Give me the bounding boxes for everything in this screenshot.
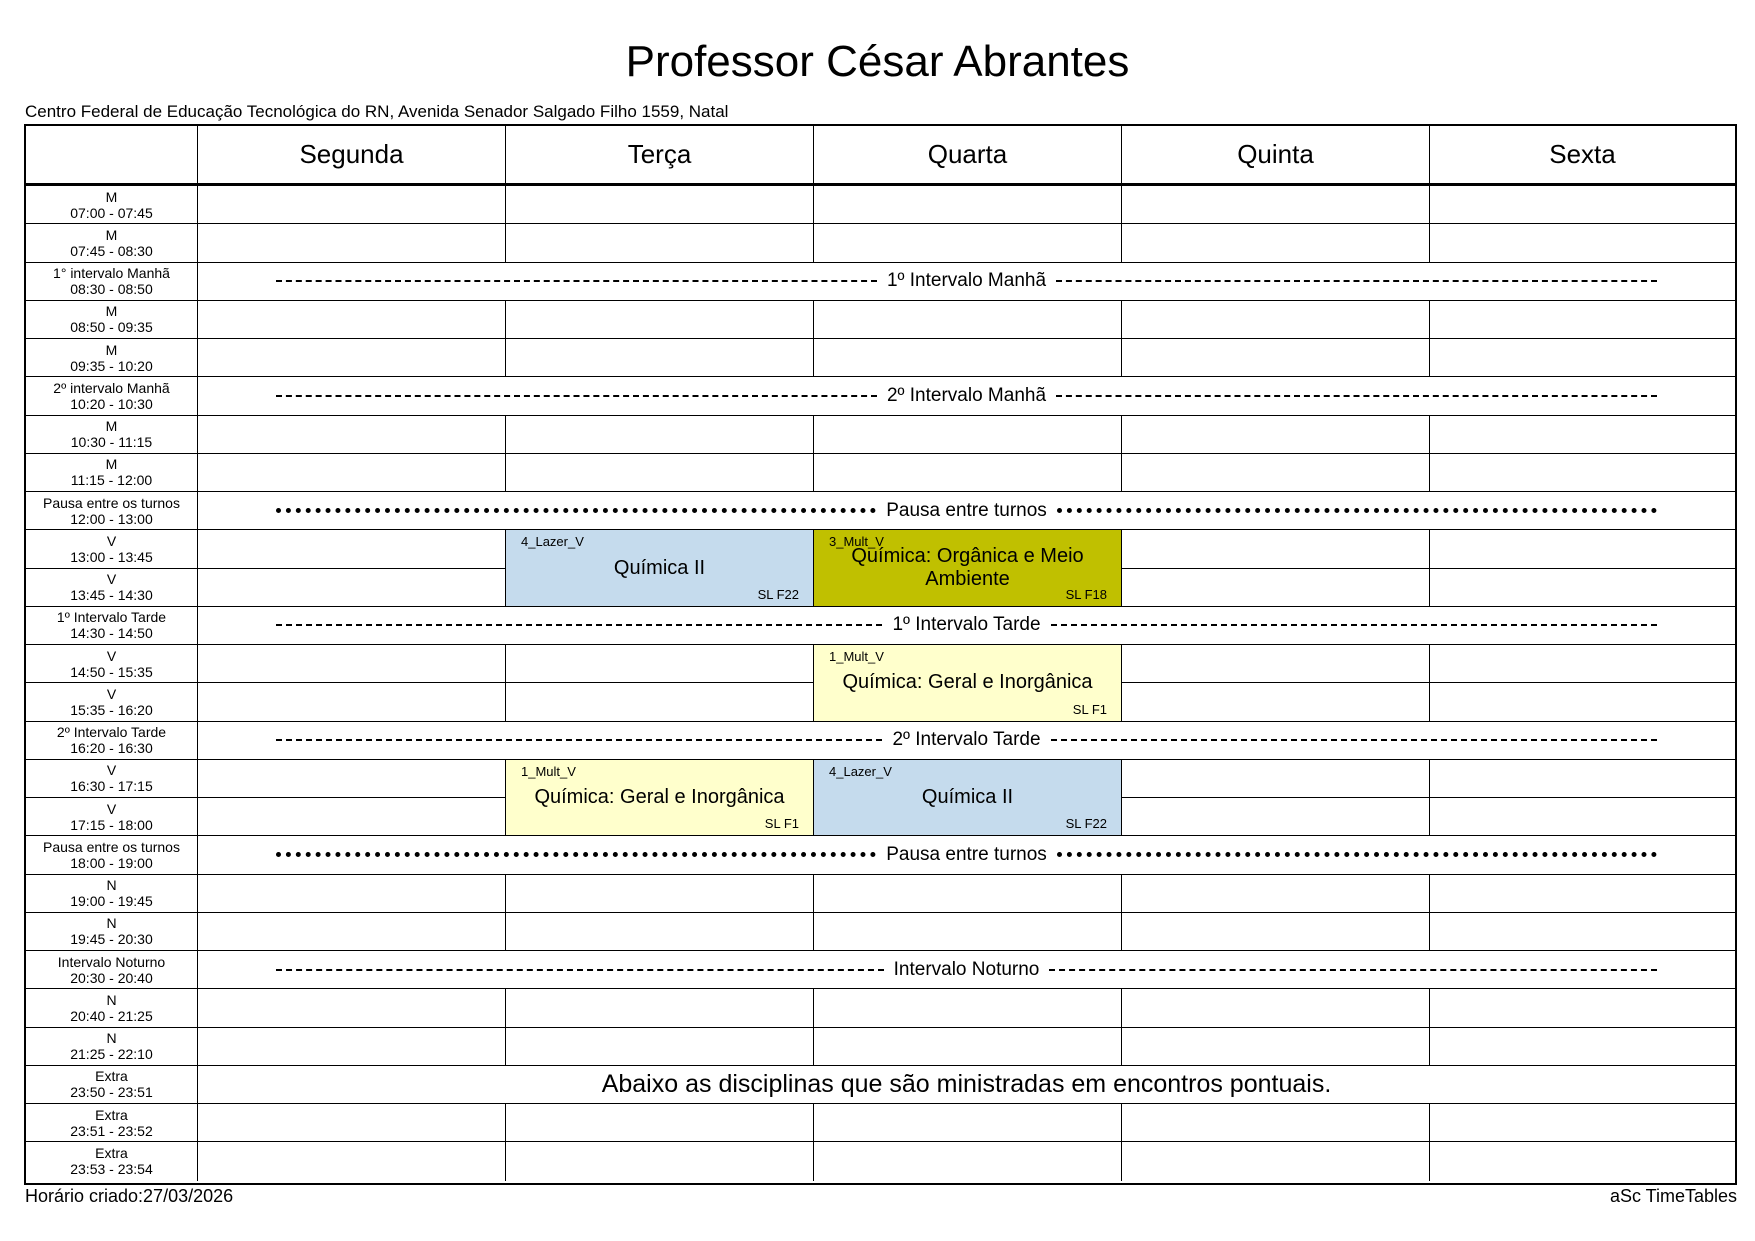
lesson-card[interactable] <box>506 760 814 837</box>
slot-cell[interactable] <box>1122 1142 1430 1180</box>
band-line <box>276 395 877 397</box>
slot-cell[interactable] <box>506 989 814 1027</box>
slot-cell[interactable] <box>1430 569 1735 607</box>
slot-cell[interactable] <box>814 224 1122 262</box>
slot-cell[interactable] <box>1430 1028 1735 1066</box>
slot-cell[interactable] <box>1122 1104 1430 1142</box>
band-line <box>276 969 884 971</box>
slot-cell[interactable] <box>814 1142 1122 1180</box>
period-time: 11:15 - 12:00 <box>70 472 153 489</box>
slot-cell[interactable] <box>506 875 814 913</box>
period-label <box>26 416 198 454</box>
period-label <box>26 760 198 798</box>
slot-cell[interactable] <box>1430 645 1735 683</box>
band-label: 2º Intervalo Manhã <box>886 384 1047 406</box>
slot-cell[interactable] <box>1122 186 1430 224</box>
band-label: 1º Intervalo Manhã <box>886 270 1047 292</box>
lesson-subject: Química: Orgânica e Meio Ambiente <box>851 545 1084 590</box>
band-line <box>276 624 882 626</box>
period-name: V <box>106 762 117 779</box>
lesson-class: 3_Mult_V <box>829 534 884 550</box>
period-time: 15:35 - 16:20 <box>70 701 153 718</box>
period-name: 2º intervalo Manhã <box>53 379 170 396</box>
band-line <box>1051 624 1657 626</box>
slot-cell[interactable] <box>1122 416 1430 454</box>
break-band <box>198 377 1735 415</box>
lesson-class: 4_Lazer_V <box>829 763 892 779</box>
break-band <box>198 836 1735 874</box>
slot-cell[interactable] <box>1122 569 1430 607</box>
period-label <box>26 301 198 339</box>
slot-cell[interactable] <box>814 989 1122 1027</box>
app-name: aSc TimeTables <box>1609 1186 1737 1206</box>
period-label <box>26 224 198 262</box>
slot-cell[interactable] <box>1122 989 1430 1027</box>
period-name: V <box>106 685 117 702</box>
lesson-subject: Química II <box>613 556 706 579</box>
slot-cell[interactable] <box>198 530 506 568</box>
slot-cell[interactable] <box>506 1142 814 1180</box>
band-line <box>1049 969 1657 971</box>
lesson-room: SL F22 <box>1065 816 1107 832</box>
lesson-room: SL F1 <box>764 816 799 832</box>
band-line <box>1057 508 1657 513</box>
period-label <box>26 454 198 492</box>
band-line <box>1057 852 1657 857</box>
slot-cell[interactable] <box>198 875 506 913</box>
period-time: 17:15 - 18:00 <box>70 816 153 833</box>
slot-cell[interactable] <box>506 339 814 377</box>
period-time: 10:20 - 10:30 <box>70 395 153 412</box>
period-label <box>26 951 198 989</box>
period-label <box>26 1142 198 1180</box>
period-name: N <box>106 991 117 1008</box>
period-name: Extra <box>95 1106 128 1123</box>
period-time: 14:50 - 15:35 <box>70 663 153 680</box>
slot-cell[interactable] <box>198 339 506 377</box>
slot-cell[interactable] <box>1430 339 1735 377</box>
band-line <box>1056 395 1657 397</box>
lesson-card[interactable] <box>506 530 814 607</box>
slot-cell[interactable] <box>198 760 506 798</box>
period-time: 23:50 - 23:51 <box>70 1084 153 1101</box>
day-header: Sexta <box>1430 126 1735 186</box>
slot-cell[interactable] <box>1122 530 1430 568</box>
slot-cell[interactable] <box>198 569 506 607</box>
period-time: 08:30 - 08:50 <box>70 281 153 298</box>
band-line <box>276 739 882 741</box>
slot-cell[interactable] <box>1430 683 1735 721</box>
lesson-card[interactable] <box>814 645 1122 722</box>
break-band <box>198 951 1735 989</box>
slot-cell[interactable] <box>198 454 506 492</box>
lesson-subject: Química II <box>921 786 1014 808</box>
period-time: 14:30 - 14:50 <box>70 625 153 642</box>
slot-cell[interactable] <box>814 186 1122 224</box>
slot-cell[interactable] <box>1122 645 1430 683</box>
day-header: Terça <box>506 126 814 186</box>
period-name: M <box>105 341 118 358</box>
period-label <box>26 339 198 377</box>
period-label <box>26 1028 198 1066</box>
period-time: 21:25 - 22:10 <box>70 1046 153 1063</box>
period-time: 20:40 - 21:25 <box>70 1007 153 1024</box>
school-address: Centro Federal de Educação Tecnológica do RN, Avenida Senador Salgado Filho 1559, Natal <box>25 102 729 121</box>
period-label <box>26 645 198 683</box>
period-label <box>26 607 198 645</box>
period-label <box>26 377 198 415</box>
period-label <box>26 722 198 760</box>
slot-cell[interactable] <box>1122 913 1430 951</box>
day-header: Quarta <box>814 126 1122 186</box>
period-label <box>26 492 198 530</box>
period-time: 23:53 - 23:54 <box>70 1161 153 1178</box>
slot-cell[interactable] <box>1122 760 1430 798</box>
band-line <box>1051 739 1657 741</box>
lesson-card[interactable] <box>814 760 1122 837</box>
slot-cell[interactable] <box>1430 760 1735 798</box>
lesson-card[interactable] <box>814 530 1122 607</box>
period-time: 20:30 - 20:40 <box>70 969 153 986</box>
band-label: 1º Intervalo Tarde <box>892 614 1041 636</box>
period-name: 1° intervalo Manhã <box>53 265 170 282</box>
period-time: 23:51 - 23:52 <box>70 1122 153 1139</box>
created-date: Horário criado:27/03/2026 <box>25 1186 234 1206</box>
lesson-class: 1_Mult_V <box>829 649 884 664</box>
slot-cell[interactable] <box>814 416 1122 454</box>
lesson-subject: Química: Geral e Inorgânica <box>534 786 785 808</box>
slot-cell[interactable] <box>814 1028 1122 1066</box>
slot-cell[interactable] <box>1430 1142 1735 1180</box>
slot-cell[interactable] <box>1430 301 1735 339</box>
period-time: 07:00 - 07:45 <box>70 204 153 221</box>
slot-cell[interactable] <box>814 1104 1122 1142</box>
period-time: 07:45 - 08:30 <box>70 242 153 259</box>
period-name: Intervalo Noturno <box>57 953 166 970</box>
period-name: Extra <box>95 1068 128 1085</box>
period-label <box>26 263 198 301</box>
slot-cell[interactable] <box>1122 875 1430 913</box>
slot-cell[interactable] <box>198 798 506 836</box>
period-label <box>26 989 198 1027</box>
period-time: 13:00 - 13:45 <box>70 548 153 565</box>
band-label: Pausa entre turnos <box>886 499 1047 521</box>
period-name: V <box>106 800 117 817</box>
day-header: Segunda <box>198 126 506 186</box>
period-time: 09:35 - 10:20 <box>70 357 153 374</box>
period-label <box>26 1104 198 1142</box>
slot-cell[interactable] <box>198 1104 506 1142</box>
slot-cell[interactable] <box>1430 224 1735 262</box>
slot-cell[interactable] <box>1122 339 1430 377</box>
period-name: M <box>105 418 118 435</box>
period-label <box>26 569 198 607</box>
period-label <box>26 186 198 224</box>
period-name: N <box>106 1030 117 1047</box>
period-name: V <box>106 532 117 549</box>
slot-cell[interactable] <box>198 989 506 1027</box>
break-band <box>198 263 1735 301</box>
band-line <box>1056 280 1657 282</box>
period-name: 1º Intervalo Tarde <box>56 609 167 626</box>
slot-cell[interactable] <box>506 416 814 454</box>
slot-cell[interactable] <box>1430 913 1735 951</box>
band-line <box>276 852 876 857</box>
slot-cell[interactable] <box>198 224 506 262</box>
band-label: Pausa entre turnos <box>886 843 1047 865</box>
slot-cell[interactable] <box>1122 1028 1430 1066</box>
slot-cell[interactable] <box>506 1104 814 1142</box>
period-name: M <box>105 226 118 243</box>
slot-cell[interactable] <box>1430 530 1735 568</box>
period-name: M <box>105 188 118 205</box>
period-time: 19:00 - 19:45 <box>70 893 153 910</box>
slot-cell[interactable] <box>1430 1104 1735 1142</box>
period-time: 18:00 - 19:00 <box>70 854 153 871</box>
band-line <box>276 508 876 513</box>
slot-cell[interactable] <box>506 913 814 951</box>
period-time: 16:30 - 17:15 <box>70 778 153 795</box>
period-label <box>26 683 198 721</box>
period-time: 08:50 - 09:35 <box>70 319 153 336</box>
slot-cell[interactable] <box>1430 186 1735 224</box>
slot-cell[interactable] <box>506 186 814 224</box>
slot-cell[interactable] <box>198 416 506 454</box>
slot-cell[interactable] <box>198 683 506 721</box>
day-header: Quinta <box>1122 126 1430 186</box>
period-name: N <box>106 915 117 932</box>
lesson-room: SL F18 <box>1065 586 1107 602</box>
slot-cell[interactable] <box>814 454 1122 492</box>
period-name: V <box>106 647 117 664</box>
lesson-room: SL F22 <box>757 586 799 602</box>
slot-cell[interactable] <box>198 645 506 683</box>
period-time: 16:20 - 16:30 <box>70 740 153 757</box>
timetable-grid <box>24 124 1737 1185</box>
slot-cell[interactable] <box>1122 683 1430 721</box>
slot-cell[interactable] <box>814 913 1122 951</box>
header-corner <box>26 126 198 186</box>
slot-cell[interactable] <box>1430 416 1735 454</box>
band-label: Intervalo Noturno <box>893 958 1040 980</box>
period-label <box>26 913 198 951</box>
slot-cell[interactable] <box>506 683 814 721</box>
break-band <box>198 607 1735 645</box>
period-name: 2º Intervalo Tarde <box>56 724 167 741</box>
lesson-class: 1_Mult_V <box>521 763 576 779</box>
lesson-room: SL F1 <box>1072 701 1107 717</box>
period-name: M <box>105 303 118 320</box>
slot-cell[interactable] <box>1430 454 1735 492</box>
slot-cell[interactable] <box>198 913 506 951</box>
period-label <box>26 1066 198 1104</box>
slot-cell[interactable] <box>506 224 814 262</box>
slot-cell[interactable] <box>1122 798 1430 836</box>
period-name: Pausa entre os turnos <box>43 494 180 511</box>
period-label <box>26 530 198 568</box>
period-label <box>26 836 198 874</box>
slot-cell[interactable] <box>1122 454 1430 492</box>
slot-cell[interactable] <box>814 875 1122 913</box>
slot-cell[interactable] <box>198 1028 506 1066</box>
slot-cell[interactable] <box>198 186 506 224</box>
period-name: N <box>106 877 117 894</box>
slot-cell[interactable] <box>506 645 814 683</box>
slot-cell[interactable] <box>198 1142 506 1180</box>
slot-cell[interactable] <box>506 1028 814 1066</box>
slot-cell[interactable] <box>1430 875 1735 913</box>
period-label <box>26 875 198 913</box>
period-label <box>26 798 198 836</box>
lesson-class: 4_Lazer_V <box>521 534 584 550</box>
slot-cell[interactable] <box>1122 301 1430 339</box>
slot-cell[interactable] <box>814 301 1122 339</box>
info-message <box>198 1066 1735 1104</box>
period-time: 19:45 - 20:30 <box>70 931 153 948</box>
band-label: Abaixo as disciplinas que são ministradas em encontros pontuais. <box>601 1069 1332 1098</box>
period-name: V <box>106 571 117 588</box>
lesson-subject: Química: Geral e Inorgânica <box>842 671 1093 694</box>
period-time: 10:30 - 11:15 <box>70 434 153 451</box>
band-label: 2º Intervalo Tarde <box>892 729 1041 751</box>
slot-cell[interactable] <box>1430 989 1735 1027</box>
period-name: M <box>105 456 118 473</box>
slot-cell[interactable] <box>506 301 814 339</box>
period-time: 13:45 - 14:30 <box>70 587 153 604</box>
period-name: Extra <box>95 1145 128 1162</box>
band-line <box>276 280 877 282</box>
slot-cell[interactable] <box>1122 224 1430 262</box>
slot-cell[interactable] <box>198 301 506 339</box>
period-time: 12:00 - 13:00 <box>70 510 153 527</box>
page-title: Professor César Abrantes <box>625 37 1130 86</box>
period-name: Pausa entre os turnos <box>43 838 180 855</box>
slot-cell[interactable] <box>506 454 814 492</box>
slot-cell[interactable] <box>814 339 1122 377</box>
break-band <box>198 722 1735 760</box>
break-band <box>198 492 1735 530</box>
slot-cell[interactable] <box>1430 798 1735 836</box>
